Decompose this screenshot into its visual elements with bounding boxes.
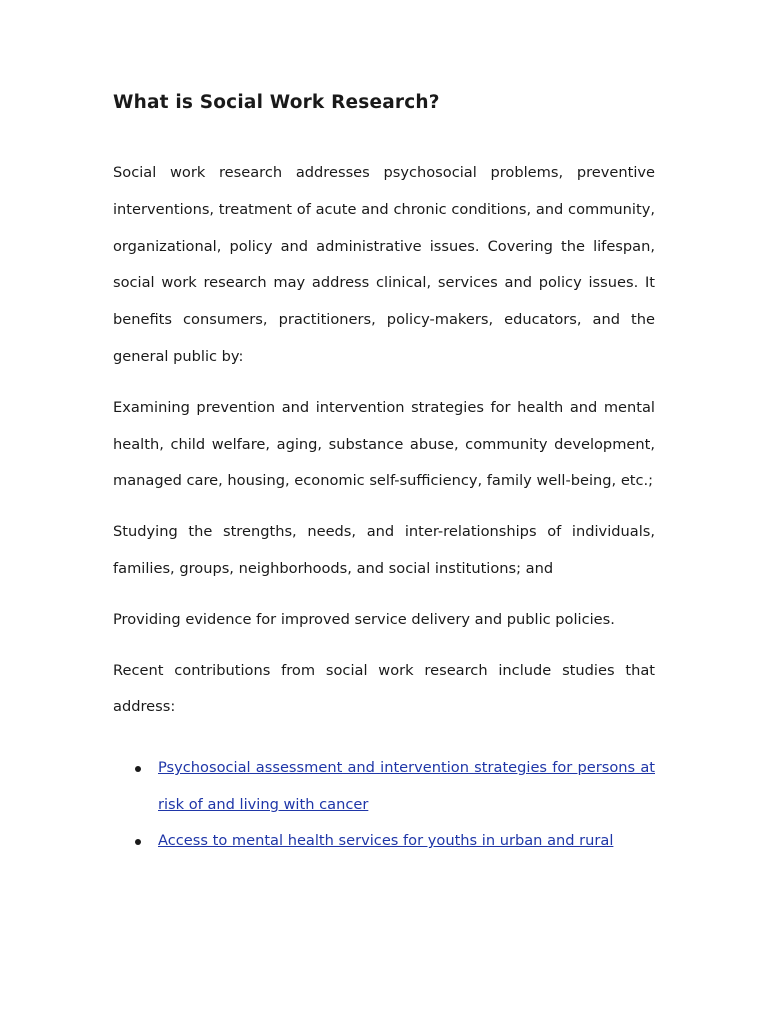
- studying-paragraph: Studying the strengths, needs, and inter-relationships of individuals, families, groups, neighborhoods, and social institutions; and: [113, 523, 655, 577]
- bullet-icon: [135, 766, 141, 772]
- providing-paragraph: Providing evidence for improved service delivery and public policies.: [113, 610, 615, 628]
- recent-contributions-paragraph: Recent contributions from social work research include studies that address:: [113, 661, 655, 716]
- document-page: [113, 88, 655, 860]
- bullet-icon: [135, 839, 141, 845]
- intro-paragraph: Social work research addresses psychosocial problems, preventive interventions, treatment of acute and chronic conditions, and community, organizational, policy and administrative issues. Covering the lifespan, social work research may address clinical, services and policy issues. It benefits consumers, practitioners, policy-makers, educators, and the general public by:: [113, 164, 655, 365]
- examining-paragraph: Examining prevention and intervention strategies for health and mental health, child welfare, aging, substance abuse, community development, managed care, housing, economic self-sufficiency, family well-being, etc.;: [113, 398, 655, 490]
- document-title: What is Social Work Research?: [113, 92, 440, 113]
- list-item: [113, 750, 655, 823]
- mental-health-access-link[interactable]: Access to mental health services for youths in urban and rural: [158, 832, 614, 850]
- contributions-list: [113, 750, 655, 860]
- cancer-study-link[interactable]: Psychosocial assessment and intervention strategies for persons at risk of and living with cancer: [158, 759, 655, 813]
- list-item: [113, 823, 655, 860]
